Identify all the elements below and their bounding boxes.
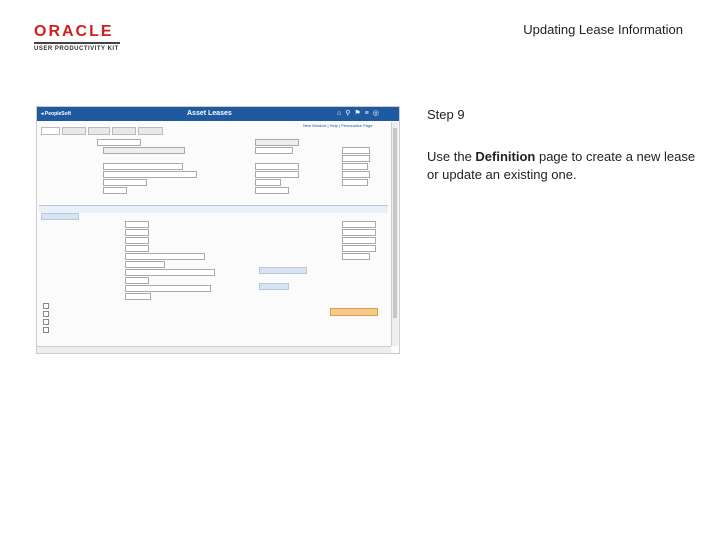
oracle-upk-logo [34,24,120,52]
flag-icon: ⚑ [354,110,361,117]
subtab-3 [259,283,289,290]
compass-icon: ◎ [372,110,379,117]
horizontal-scrollbar [37,346,391,353]
tab-5 [138,127,164,135]
section-bar-1 [39,205,388,213]
tab-4 [112,127,136,135]
subtab-2 [259,267,307,274]
app-action-button [330,308,378,316]
logo-divider [34,42,120,44]
back-link: ◂ PeopleSoft [41,111,72,117]
step-instruction [427,148,697,184]
vertical-scrollbar [391,122,398,346]
instruction-text-bold: Definition [475,149,536,164]
logo-subtitle: USER PRODUCTIVITY KIT [34,46,119,52]
instruction-text-pre: Use the [427,149,476,164]
search-icon: ⚲ [345,110,351,117]
menu-icon: ≡ [364,110,369,117]
instruction-text-post: page to create a new lease or update an existing one. [427,149,696,182]
logo-oracle-text: ORACLE [34,23,114,40]
app-links: New Window | Help | Personalize Page [303,123,373,128]
tab-3 [88,127,110,135]
app-header-bar [37,107,399,121]
app-tabs [41,127,163,135]
tab-definition [41,127,60,135]
home-icon: ⌂ [337,110,342,117]
app-title: Asset Leases [187,110,232,117]
subtab-1 [41,213,79,220]
application-screenshot [36,106,400,354]
page-title: Updating Lease Information [523,22,683,37]
step-label: Step 9 [427,107,465,122]
tab-2 [62,127,86,135]
app-header-icons [337,109,383,117]
